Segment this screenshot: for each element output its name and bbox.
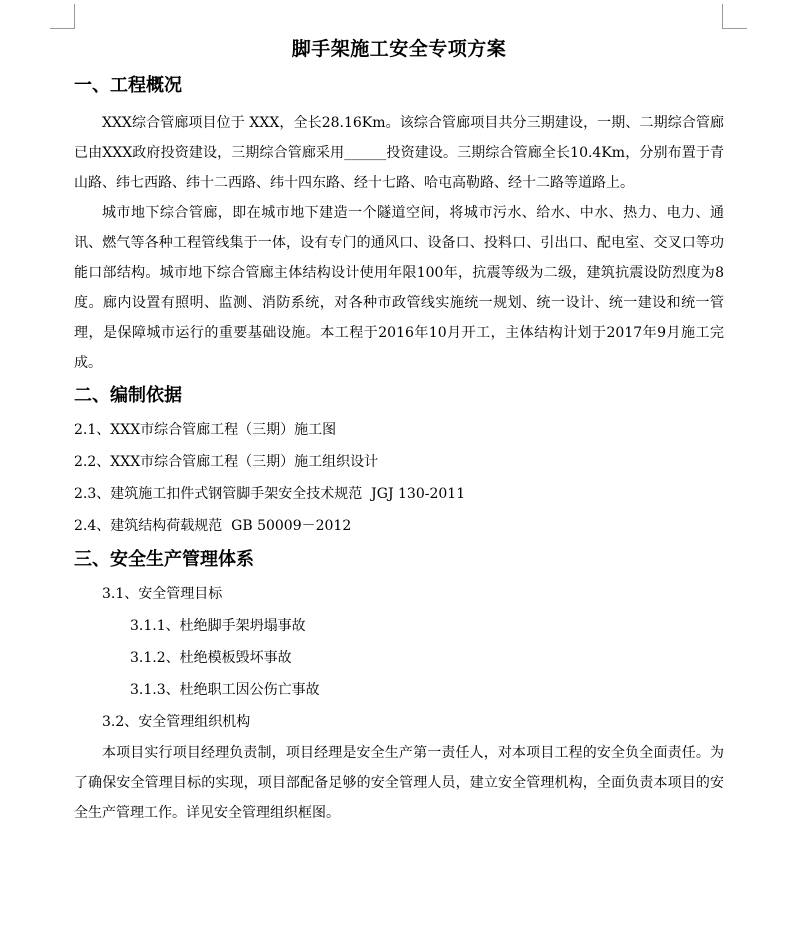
overview-paragraph-1-text-cont: 投资建设。三期综合管廊全长10.4Km，分别布置于青山路、纬七西路、纬十二西路、纬十四东路、经十七路、哈屯高勒路、经十二路等道路上。 [74,145,724,191]
goal-item-3-1-1: 3.1.1、杜绝脚手架坍塌事故 [130,618,306,634]
goal-item-3-1-3: 3.1.3、杜绝职工因公伤亡事故 [130,682,320,698]
overview-paragraph-1 [74,108,724,198]
overview-paragraph-2: 城市地下综合管廊，即在城市地下建造一个隧道空间，将城市污水、给水、中水、热力、电力、通讯、燃气等各种工程管线集于一体，设有专门的通风口、设备口、投料口、引出口、配电室、交叉口等功能口部结构。城市地下综合管廊主体结构设计使用年限100年，抗震等级为二级，建筑抗震设防烈度为8度。廊内设置有照明、监测、消防系统，对各种市政管线实施统一规划、统一设计、统一建设和统一管理，是保障城市运行的重要基础设施。本工程于2016年10月开工，主体结构计划于2017年9月施工完成。 [74,205,724,371]
organization-paragraph: 本项目实行项目经理负责制，项目经理是安全生产第一责任人，对本项目工程的安全负全面责任。为了确保安全管理目标的实现，项目部配备足够的安全管理人员，建立安全管理机构，全面负责本项目的安全生产管理工作。详见安全管理组织框图。 [74,745,724,821]
section-heading-basis: 二、编制依据 [74,385,182,406]
subsection-3-2-label: 3.2、安全管理组织机构 [102,714,251,730]
basis-item-2-2: 2.2、XXX市综合管廊工程（三期）施工组织设计 [74,454,379,470]
basis-item-2-1: 2.1、XXX市综合管廊工程（三期）施工图 [74,422,337,438]
fill-in-blank: ______ [344,145,387,161]
page-corner-mark-top-left [50,4,75,29]
section-heading-safety-system: 三、安全生产管理体系 [74,549,254,570]
section-heading-overview: 一、工程概况 [74,75,182,96]
basis-item-2-3: 2.3、建筑施工扣件式钢管脚手架安全技术规范 JGJ 130-2011 [74,486,466,502]
document-page[interactable] [74,30,724,828]
document-title: 脚手架施工安全专项方案 [291,38,507,60]
page-corner-mark-top-right [722,4,747,29]
goal-item-3-1-2: 3.1.2、杜绝模板毁坏事故 [130,650,292,666]
basis-item-2-4: 2.4、建筑结构荷载规范 GB 50009－2012 [74,518,352,534]
overview-paragraph-1-text: XXX综合管廊项目位于 XXX，全长28.16Km。该综合管廊项目共分三期建设，一期、二期综合管廊已由XXX政府投资建设，三期综合管廊采用 [74,115,724,161]
subsection-3-1-label: 3.1、安全管理目标 [102,586,223,602]
